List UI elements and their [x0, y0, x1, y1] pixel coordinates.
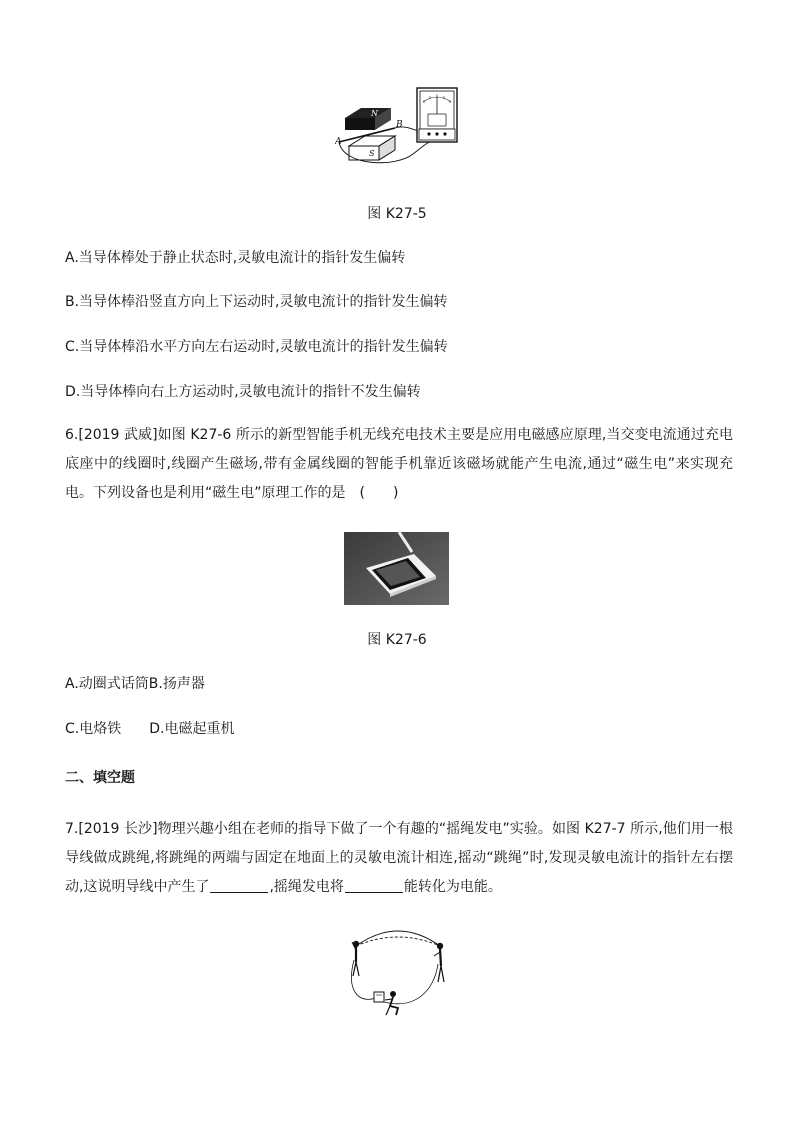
- q7-text-part1: 7.[2019 长沙]物理兴趣小组在老师的指导下做了一个有趣的“摇绳发电”实验。如图 K27-7 所示,他们用一根导线做成跳绳,将跳绳的两端与固定在地面上的灵敏电流计相连,摇动“跳绳”时,发现灵敏电流计的指针左右摆动,这说明导线中产生了: [65, 821, 733, 895]
- q6-option-row-2: [65, 719, 734, 739]
- label-n: N: [371, 109, 378, 118]
- q5-option-c: C.当导体棒沿水平方向左右运动时,灵敏电流计的指针发生偏转: [65, 339, 448, 355]
- figure-k27-7-rope-generator: [338, 920, 458, 1020]
- label-s: S: [369, 149, 375, 158]
- q5-option-d: D.当导体棒向右上方运动时,灵敏电流计的指针不发生偏转: [65, 384, 421, 400]
- q5-option-a: A.当导体棒处于静止状态时,灵敏电流计的指针发生偏转: [65, 250, 406, 266]
- label-b: B: [396, 120, 403, 130]
- q6-question-text: 6.[2019 武威]如图 K27-6 所示的新型智能手机无线充电技术主要是应用电磁感应原理,当交变电流通过充电底座中的线圈时,线圈产生磁场,带有金属线圈的智能手机靠近该磁场就能产生电流,通过“磁生电”来实现充电。下列设备也是利用“磁生电”原理工作的是 ( ): [65, 427, 733, 501]
- q6-option-d: D.电磁起重机: [149, 721, 235, 737]
- q7-blank-1[interactable]: [210, 878, 268, 893]
- q5-option-b: B.当导体棒沿竖直方向上下运动时,灵敏电流计的指针发生偏转: [65, 294, 448, 310]
- figure-k27-6-wireless-charger-photo: [344, 532, 449, 605]
- figure-caption-k27-5: 图 K27-5: [367, 206, 427, 222]
- label-a: A: [335, 137, 342, 147]
- q7-blank-2[interactable]: [345, 878, 403, 893]
- q6-option-a: A.动圈式话筒: [65, 676, 149, 692]
- section-heading-fill-in: 二、填空题: [65, 770, 135, 786]
- q6-option-row-1: [65, 674, 734, 694]
- figure-caption-k27-6: 图 K27-6: [367, 632, 427, 648]
- q7-text-part2: ,摇绳发电将: [269, 879, 344, 895]
- q6-option-b: B.扬声器: [148, 676, 205, 692]
- q6-option-c: C.电烙铁: [65, 721, 122, 737]
- figure-k27-5-magnet-galvanometer: [335, 84, 460, 168]
- q7-text-part3: 能转化为电能。: [403, 879, 502, 895]
- q7-question-text: [65, 815, 733, 902]
